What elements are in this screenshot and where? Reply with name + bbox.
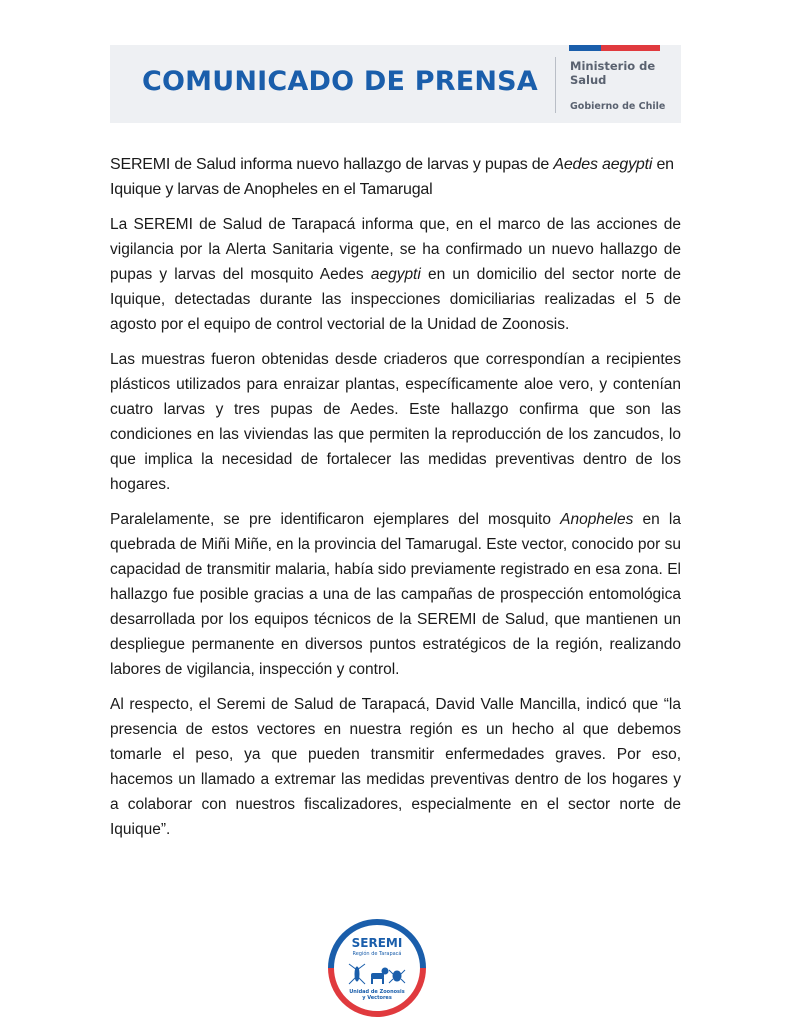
- paragraph-1-end: en un domicilio del sector norte de Iquique, detectadas durante las inspecciones domiciliarias realizadas el 5 de agosto por el equipo de control vectorial de la Unidad de Zoonosis.: [110, 266, 682, 333]
- seal-unit-line-2: y Vectores: [362, 995, 392, 1001]
- paragraph-3: [110, 507, 681, 682]
- paragraph-1-start: La SEREMI de Salud de Tarapacá informa que, en el marco de las acciones de vigilancia por la Alerta Sanitaria vigente, se ha confirmado un nuevo hallazgo de pupas y larvas del mosquito Aedes: [110, 216, 681, 283]
- flag-stripe: [569, 45, 660, 51]
- paragraph-3-start: Paralelamente, se pre identificaron ejemplares del mosquito: [110, 511, 561, 528]
- paragraph-2-text: Las muestras fueron obtenidas desde criaderos que correspondían a recipientes plásticos utilizados para enraizar plantas, específicamente aloe vero, y contenían cuatro larvas y tres pupas de Aedes. Este hallazgo confirma que son las condiciones en las viviendas las que permiten la reproducción de los zancudos, lo que implica la necesidad de fortalecer las medidas preventivas dentro de los hogares.: [110, 351, 681, 493]
- headline-species: Aedes aegypti: [553, 156, 653, 173]
- seremi-seal: [327, 918, 427, 1018]
- seal-unit-line-1: Unidad de Zoonosis: [349, 989, 405, 995]
- paragraph-1: [110, 212, 681, 337]
- paragraph-3-species: Anopheles: [560, 511, 634, 528]
- headline-text-end: en Iquique y larvas de Anopheles en el Tamarugal: [110, 156, 674, 198]
- paragraph-4-text: Al respecto, el Seremi de Salud de Tarapacá, David Valle Mancilla, indicó que “la presencia de estos vectores en nuestra región es un hecho al que debemos tomarle el peso, ya que pueden transmitir enfermedades graves. Por eso, hacemos un llamado a extremar las medidas preventivas dentro de los hogares y a colaborar con nuestros fiscalizadores, especialmente en el sector norte de Iquique”.: [110, 696, 681, 838]
- headline: [110, 152, 681, 202]
- government-name: Gobierno de Chile: [570, 101, 666, 112]
- paragraph-1-species: aegypti: [370, 266, 421, 283]
- seal-title: SEREMI: [351, 936, 403, 950]
- ministry-name: Ministerio de Salud: [570, 59, 656, 87]
- paragraph-2: [110, 347, 681, 497]
- press-release-banner: [110, 45, 681, 123]
- flag-stripe-blue: [569, 45, 601, 51]
- press-release-body: [110, 152, 681, 852]
- seal-region: Región de Tarapacá: [352, 951, 402, 957]
- headline-text-start: SEREMI de Salud informa nuevo hallazgo de larvas y pupas de: [110, 156, 554, 173]
- banner-title: COMUNICADO DE PRENSA: [142, 66, 538, 97]
- banner-divider: [555, 57, 556, 113]
- paragraph-3-end: en la quebrada de Miñi Miñe, en la provincia del Tamarugal. Este vector, conocido por su capacidad de transmitir malaria, había sido previamente registrado en esa zona. El hallazgo fue posible gracias a una de las campañas de prospección entomológica desarrollada por los equipos técnicos de la SEREMI de Salud, que mantienen un despliegue permanente en diversos puntos estratégicos de la región, realizando labores de vigilancia, inspección y control.: [110, 511, 681, 678]
- seal-graphic: [327, 918, 427, 1018]
- flag-stripe-red: [601, 45, 660, 51]
- paragraph-4: [110, 692, 681, 842]
